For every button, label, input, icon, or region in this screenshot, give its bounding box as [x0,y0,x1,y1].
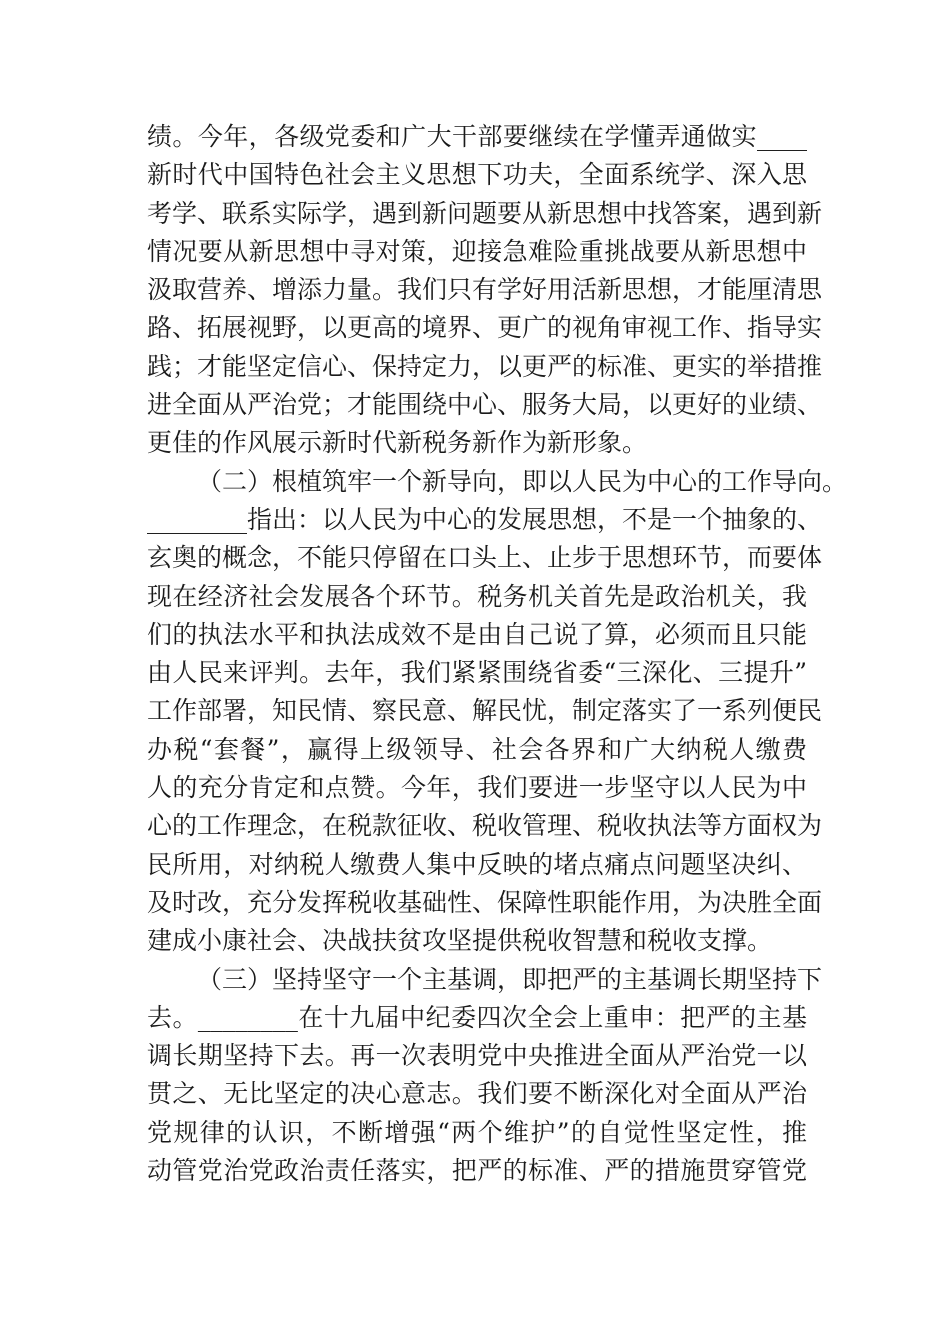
text-line: 由人民来评判。去年，我们紧紧围绕省委“三深化、三提升” [147,658,807,688]
text-line: 工作部署，知民情、察民意、解民忧，制定落实了一系列便民 [147,696,823,726]
text-line: 民所用，对纳税人缴费人集中反映的堵点痛点问题坚决纠、 [147,849,807,879]
text-line: 建成小康社会、决战扶贫攻坚提供税收智慧和税收支撑。 [147,926,773,956]
text-line: 玄奥的概念，不能只停留在口头上、止步于思想环节，而要体 [147,543,823,573]
text-line: 情况要从新思想中寻对策，迎接急难险重挑战要从新思想中 [147,236,807,266]
text-line: 路、拓展视野，以更高的境界、更广的视角审视工作、指导实 [147,313,823,343]
text-line: 现在经济社会发展各个环节。税务机关首先是政治机关，我 [147,581,807,611]
text-line: 新时代中国特色社会主义思想下功夫，全面系统学、深入思 [147,160,807,190]
text-line: 们的执法水平和执法成效不是由自己说了算，必须而且只能 [147,619,807,649]
text-line: 去。________在十九届中纪委四次全会上重申：把严的主基 [147,1002,807,1032]
text-line: 办税“套餐”，赢得上级领导、社会各界和广大纳税人缴费 [147,734,807,764]
section-heading-2: （二）根植筑牢一个新导向，即以人民为中心的工作导向。 [197,466,848,496]
text-line: 贯之、无比坚定的决心意志。我们要不断深化对全面从严治 [147,1079,807,1109]
text-line: 及时改，充分发挥税收基础性、保障性职能作用，为决胜全面 [147,887,823,917]
text-line: 进全面从严治党；才能围绕中心、服务大局，以更好的业绩、 [147,390,823,420]
text-line: 党规律的认识，不断增强“两个维护”的自觉性坚定性，推 [147,1117,807,1147]
body-text [147,118,848,1190]
text-line: 绩。今年，各级党委和广大干部要继续在学懂弄通做实____ [147,122,807,151]
text-line: 考学、联系实际学，遇到新问题要从新思想中找答案，遇到新 [147,198,823,228]
text-line: 调长期坚持下去。再一次表明党中央推进全面从严治党一以 [147,1041,807,1071]
text-line: 动管党治党政治责任落实，把严的标准、严的措施贯穿管党 [147,1156,807,1186]
text-line: 践；才能坚定信心、保持定力，以更严的标准、更实的举措推 [147,351,823,381]
text-line: 汲取营养、增添力量。我们只有学好用活新思想，才能厘清思 [147,275,823,305]
text-line: 心的工作理念，在税款征收、税收管理、税收执法等方面权为 [147,811,823,841]
text-line: 人的充分肯定和点赞。今年，我们要进一步坚守以人民为中 [147,773,807,803]
text-line: ________指出：以人民为中心的发展思想，不是一个抽象的、 [147,504,823,534]
text-line: 更佳的作风展示新时代新税务新作为新形象。 [147,428,648,458]
section-heading-3: （三）坚持坚守一个主基调，即把严的主基调长期坚持下 [197,964,823,994]
